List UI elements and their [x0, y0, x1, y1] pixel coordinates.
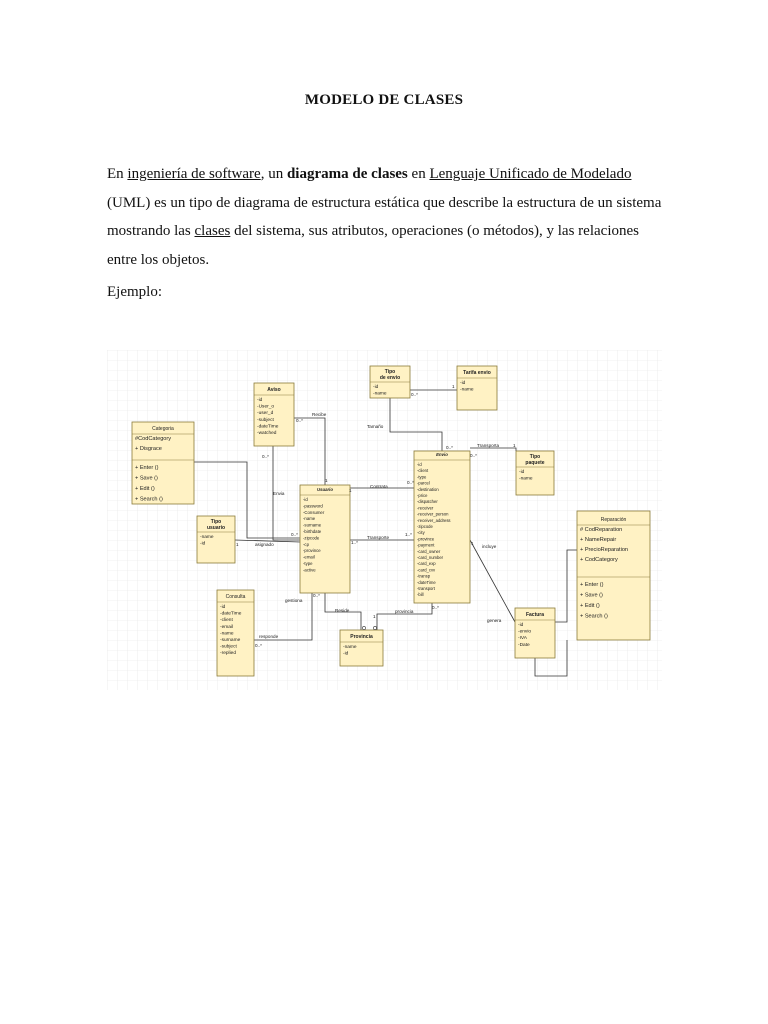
label-transporta: Transporta: [477, 443, 500, 448]
categoria-title: Categoria: [152, 426, 174, 432]
mult-consulta: 0..*: [255, 643, 262, 648]
aviso-attr: -watched: [257, 431, 277, 436]
envio-attr: -parcel: [417, 480, 430, 486]
envio-attr: -card_owner: [417, 548, 441, 554]
mult-paquete: 1: [513, 443, 516, 448]
envio-attr: -receiver: [417, 505, 434, 511]
reparacion-op: + Search (): [580, 613, 608, 620]
envio-attr: -price: [417, 493, 428, 498]
factura-attr: -IVA: [518, 636, 527, 642]
label-incluye: incluye: [482, 544, 497, 549]
aggregation-marker: [373, 626, 376, 629]
example-label: Ejemplo:: [107, 284, 162, 300]
consulta-title: Consulta: [225, 594, 246, 600]
aviso-attr: -user_d: [257, 411, 274, 417]
tipo_paquete-title-b: paquete: [525, 460, 545, 466]
mult-aviso-recibe: 0..*: [296, 418, 303, 423]
usuario-attr: -cp: [303, 541, 309, 547]
envio-attr: -payment: [417, 542, 435, 548]
factura-attr: -id: [518, 623, 524, 628]
label-contrata: Contrata: [370, 484, 388, 489]
envio-attr: -destination: [417, 486, 439, 492]
aviso-attr: -User_o: [257, 404, 275, 410]
mult-tipoenvio: 0..*: [411, 392, 418, 397]
label-reside: Reside: [335, 608, 350, 613]
usuario-attr: -active: [303, 567, 316, 573]
provincia-attr: -name: [343, 645, 357, 650]
reparacion-attr: + PrecioReparation: [580, 547, 629, 553]
categoria-op: + Edit (): [135, 486, 155, 492]
envio-attr: -id: [417, 462, 422, 467]
tipo_paquete-attr: -name: [519, 476, 533, 482]
usuario-attr: -email: [303, 554, 315, 560]
categoria-op: + Save (): [135, 475, 158, 482]
consulta-attr: -name: [220, 631, 234, 637]
label-recibe: Recibe: [312, 412, 327, 417]
link-uml[interactable]: Lenguaje Unificado de Modelado: [429, 166, 632, 182]
mult-envio-transporte: 1..*: [405, 532, 412, 537]
tipo_envio-attr: -id: [373, 385, 379, 390]
aviso-attr: -id: [257, 398, 263, 403]
mult-envio-paquete: 0..*: [470, 453, 477, 458]
reparacion-op: + Save (): [580, 592, 603, 599]
envio-attr: -card_exp: [417, 561, 436, 567]
envio-attr: -city: [417, 530, 425, 536]
usuario-attr: -birthdate: [303, 529, 322, 534]
label-transporte: Transporte: [367, 535, 390, 540]
factura-attr: -Date: [518, 642, 530, 648]
mult-aviso-envia: 0..*: [262, 454, 269, 459]
factura-title: Factura: [525, 612, 545, 618]
mult-usuario-aviso: 0..*: [291, 532, 298, 537]
label-asignado: asignado: [255, 542, 274, 547]
tipo_paquete-attr: -id: [519, 470, 525, 475]
envio-attr: -bill: [417, 592, 424, 598]
aviso-attr: -dateTime: [257, 424, 279, 430]
consulta-attr: -replied: [220, 651, 236, 657]
categoria-attr: #CodCategory: [135, 436, 172, 442]
aggregation-marker: [362, 626, 365, 629]
link-ingenieria-software[interactable]: ingeniería de software: [127, 166, 261, 182]
reparacion-title: Reparación: [600, 517, 627, 523]
envio-attr: -card_cvv: [417, 567, 436, 573]
reparacion-attr: + NameRepair: [580, 537, 617, 543]
label-provincia: provincia: [395, 609, 414, 614]
tarifa_envio-title: Tarifa envio: [463, 370, 491, 376]
consulta-attr: -client: [220, 618, 233, 624]
envio-attr: -client: [417, 468, 429, 474]
mult-provincia: 1: [373, 614, 376, 619]
tipo_usuario-title-a: Tipo: [210, 519, 222, 525]
mult-envio-provincia: 0..*: [432, 605, 439, 610]
uml-class-diagram: [107, 350, 662, 690]
consulta-attr: -email: [220, 624, 234, 630]
usuario-attr: -province: [303, 548, 321, 554]
usuario-attr: -Consumer: [303, 509, 325, 515]
factura-attr: -envio: [518, 629, 532, 635]
envio-attr: -zipcode: [417, 524, 433, 529]
usuario-attr: -type: [303, 561, 313, 566]
mult-envio-incluye: 1: [471, 541, 474, 546]
categoria-attr: + Disgrace: [135, 446, 162, 452]
mult-envio-contrata: 0..*: [407, 480, 414, 485]
mult-usuario-recibe: 1: [325, 478, 328, 483]
tipo_envio-title-a: Tipo: [384, 369, 396, 375]
aviso-title: Aviso: [267, 387, 281, 393]
reparacion-op: + Enter (): [580, 582, 604, 588]
tipo_envio-attr: -name: [373, 391, 387, 397]
label-envia: Envia: [273, 491, 285, 496]
envio-attr: -transport: [417, 586, 435, 591]
tipo_envio-title-b: de envio: [379, 375, 401, 381]
usuario-attr: -name: [303, 516, 316, 522]
link-clases[interactable]: clases: [194, 223, 231, 239]
envio-attr: -receiver_person: [417, 511, 449, 517]
mult-tarifa: 1: [452, 384, 455, 389]
usuario-title: Usuario: [317, 487, 333, 492]
envio-attr: -dateTime: [417, 579, 436, 585]
tarifa_envio-attr: -name: [460, 387, 474, 393]
reparacion-attr: # CodReparation: [580, 527, 623, 533]
provincia-title: Provincia: [350, 634, 373, 640]
mult-usuario-transporte: 1..*: [351, 540, 358, 545]
aviso-attr: -subject: [257, 417, 274, 423]
label-genera: genera: [487, 618, 502, 623]
categoria-op: + Search (): [135, 496, 163, 503]
usuario-attr: -surname: [303, 522, 322, 528]
tipo_paquete-title-a: Tipo: [529, 454, 541, 460]
envio-attr: -dispatcher: [417, 499, 438, 505]
intro-paragraph: En ingeniería de software, un diagrama de clases en Lenguaje Unificado de Modelado (UML) es un tipo de diagrama de estructura estática que describe la estructura de un sistema mostrando las clases del sistema, sus atributos, operaciones (o métodos), y las relaciones entre los objetos.: [107, 166, 662, 268]
tipo_usuario-title-b: usuario: [206, 525, 226, 531]
label-gestiona: gestiona: [285, 598, 303, 603]
tarifa_envio-attr: -id: [460, 381, 466, 386]
envio-attr: -receiver_address: [417, 517, 451, 523]
tipo_usuario-attr: -id: [200, 541, 206, 547]
label-tamano: Tamaño: [367, 424, 384, 429]
usuario-attr: -id: [303, 497, 308, 502]
consulta-attr: -subject: [220, 644, 237, 650]
envio-attr: -transp: [417, 573, 431, 579]
usuario-attr: -zipcode: [303, 535, 320, 541]
provincia-attr: -id: [343, 651, 349, 657]
envio-title: Envio: [436, 452, 448, 457]
consulta-attr: -id: [220, 605, 226, 610]
envio-attr: -province: [417, 536, 435, 542]
page-title: MODELO DE CLASES: [304, 92, 464, 108]
mult-usuario-gestiona: 0..*: [313, 593, 320, 598]
categoria-op: + Enter (): [135, 465, 159, 471]
usuario-attr: -password: [303, 503, 323, 509]
mult-usuario-contrata: 1: [349, 488, 352, 493]
tipo_usuario-attr: -name: [200, 535, 214, 540]
envio-attr: -type: [417, 474, 427, 480]
envio-attr: -card_number: [417, 555, 444, 560]
mult-tipousuario: 1: [236, 542, 239, 547]
bold-diagrama-clases: diagrama de clases: [286, 166, 408, 182]
consulta-attr: -dateTime: [220, 611, 242, 617]
consulta-attr: -surname: [220, 638, 241, 643]
mult-envio-tamano: 0..*: [446, 445, 453, 450]
label-responde: responde: [259, 634, 279, 639]
reparacion-attr: + CodCategory: [580, 557, 618, 563]
reparacion-op: + Edit (): [580, 603, 600, 609]
